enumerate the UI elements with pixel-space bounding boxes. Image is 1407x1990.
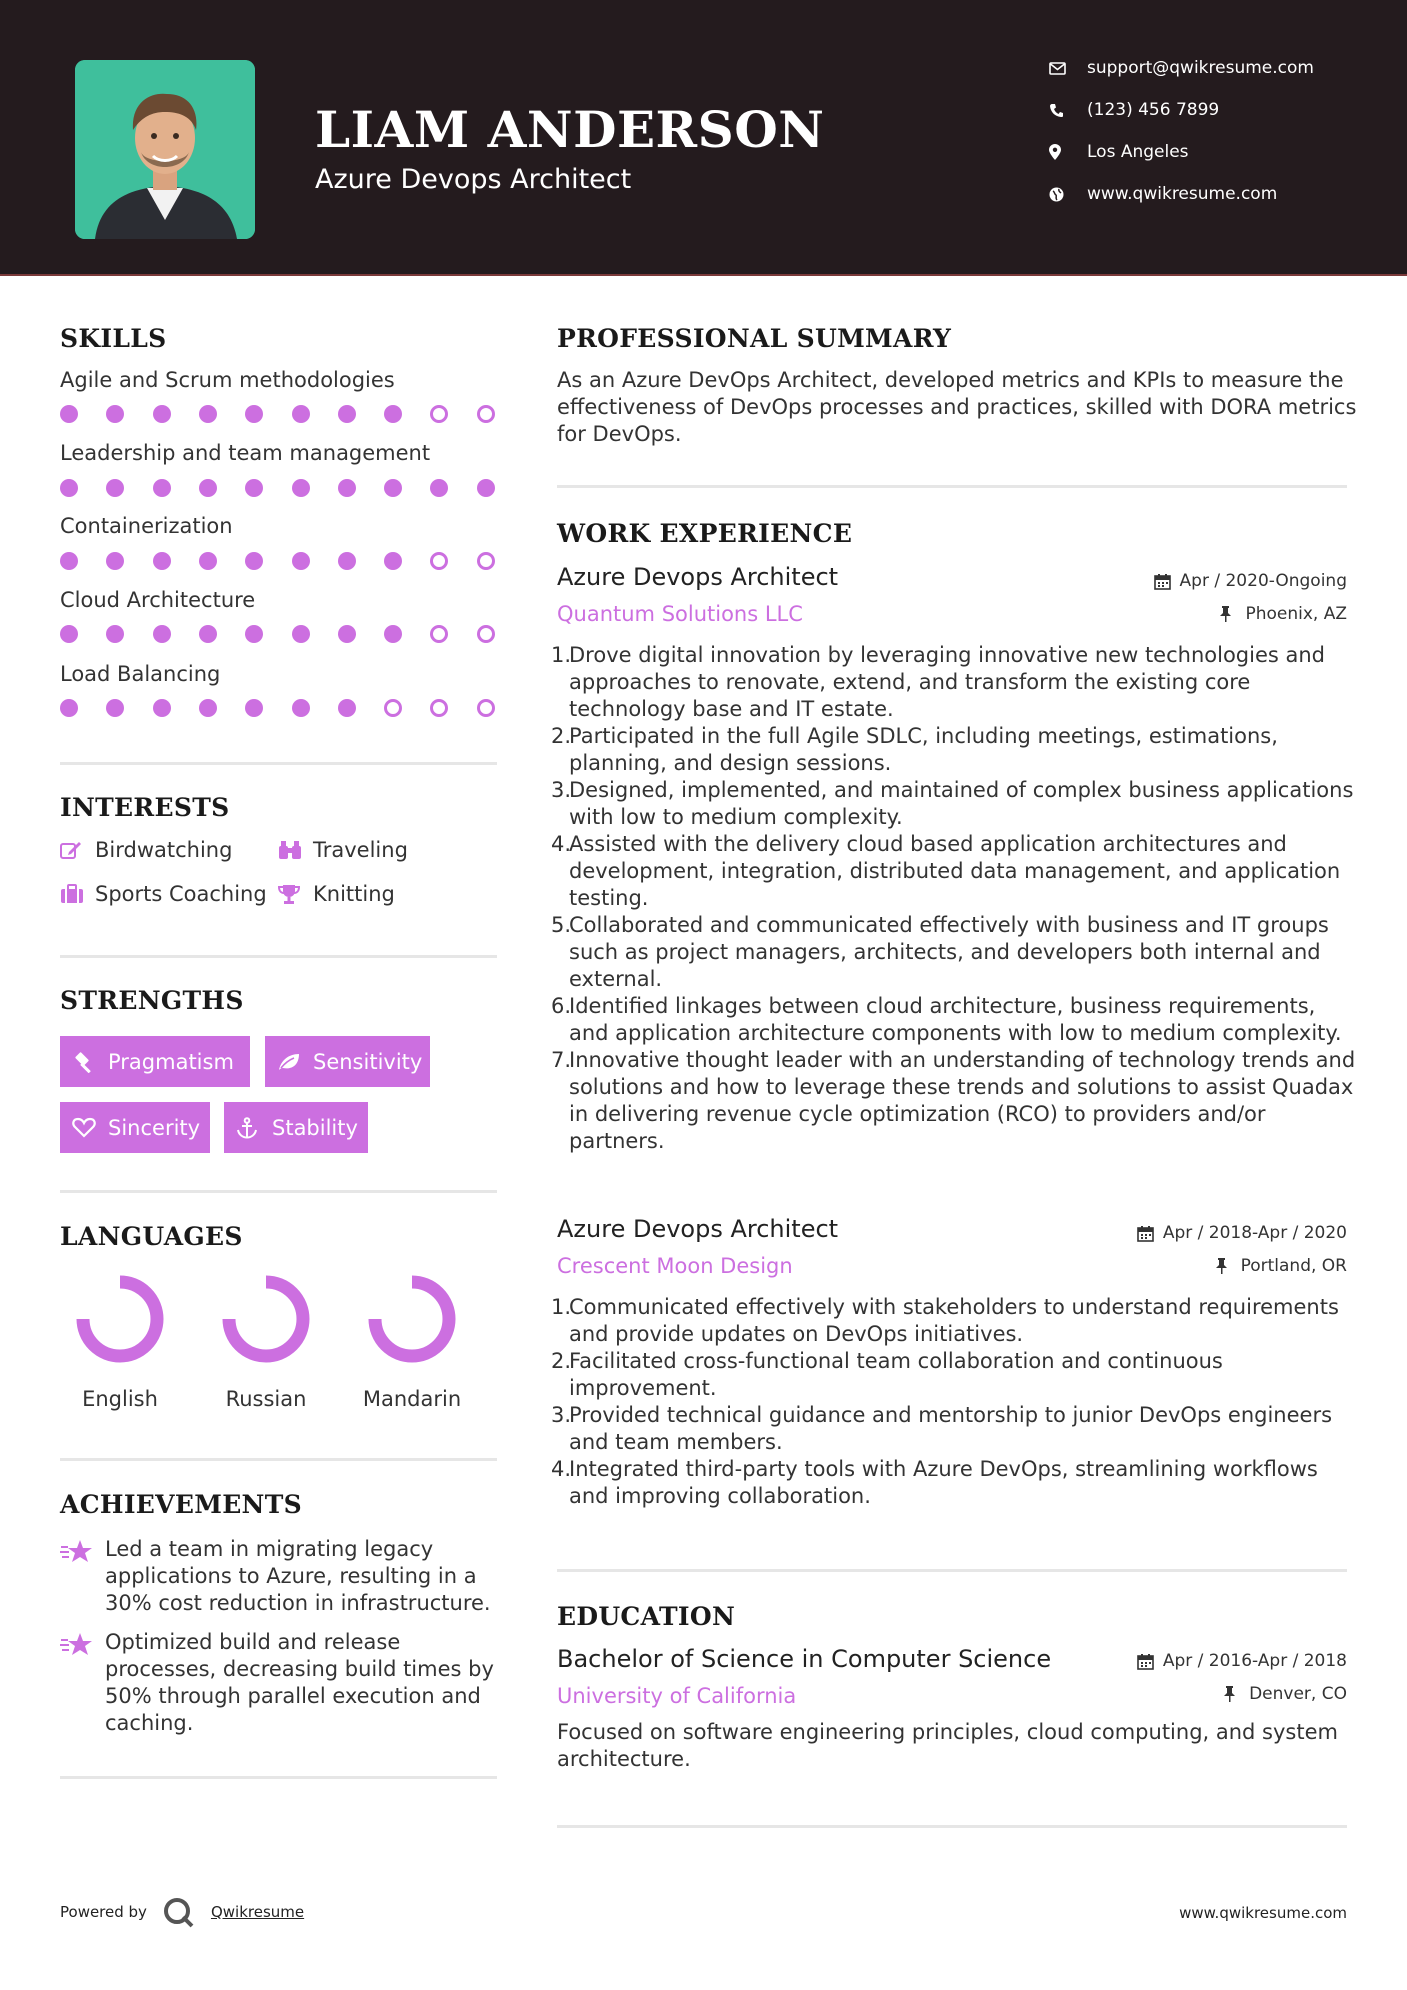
section-divider xyxy=(557,1825,1347,1828)
gavel-icon xyxy=(72,1050,108,1074)
candidate-name: LIAM ANDERSON xyxy=(315,100,825,159)
interest-item: Birdwatching xyxy=(60,838,232,862)
job-bullet xyxy=(551,1456,1357,1510)
skill-name: Cloud Architecture xyxy=(60,588,256,612)
job-bullet xyxy=(551,723,1357,777)
section-divider xyxy=(557,1569,1347,1572)
skill-dot-empty xyxy=(430,625,448,643)
skill-rating xyxy=(60,479,500,499)
skill-dot-filled xyxy=(153,479,171,497)
strength-tag: Sincerity xyxy=(60,1102,210,1153)
qwikresume-logo-icon xyxy=(161,1896,197,1928)
location-pin-icon xyxy=(1049,142,1087,162)
bullet-number: 5. xyxy=(551,913,572,937)
job-role: Azure Devops Architect xyxy=(557,563,839,591)
anchor-icon xyxy=(236,1116,272,1140)
skill-dot-filled xyxy=(245,552,263,570)
section-divider xyxy=(60,955,497,958)
language-label: Russian xyxy=(225,1387,307,1411)
skill-dot-empty xyxy=(430,405,448,423)
job-dates: Apr / 2020-Ongoing xyxy=(1154,571,1347,591)
interest-item: Traveling xyxy=(278,838,408,862)
skill-dot-filled xyxy=(245,405,263,423)
skill-dot-filled xyxy=(106,625,124,643)
trophy-icon xyxy=(278,882,313,906)
footer-powered-by: Powered by Qwikresume xyxy=(60,1896,304,1928)
bullet-text: Provided technical guidance and mentorship to junior DevOps engineers and team members. xyxy=(569,1403,1333,1454)
candidate-title: Azure Devops Architect xyxy=(315,164,632,195)
skill-dot-filled xyxy=(245,699,263,717)
strength-tag: Pragmatism xyxy=(60,1036,250,1087)
skill-dot-empty xyxy=(477,625,495,643)
skill-dot-filled xyxy=(153,552,171,570)
job-bullet xyxy=(551,831,1357,912)
language-level-arc xyxy=(375,1282,449,1356)
education-description: Focused on software engineering principles, cloud computing, and system architecture. xyxy=(557,1720,1338,1771)
bullet-text: Identified linkages between cloud architecture, business requirements, and application architecture components with low to medium complexity. xyxy=(569,994,1342,1045)
skill-dot-filled xyxy=(245,625,263,643)
job-bullets xyxy=(551,642,1357,1155)
skill-dot-filled xyxy=(106,479,124,497)
bullet-text: Integrated third-party tools with Azure DevOps, streamlining workflows and improving collaboration. xyxy=(569,1457,1318,1508)
bullet-text: Assisted with the delivery cloud based application architectures and development, integration, distributed data management, and application testing. xyxy=(569,832,1341,910)
job-bullet xyxy=(551,1348,1357,1402)
skill-dot-empty xyxy=(477,552,495,570)
skill-dot-filled xyxy=(153,699,171,717)
language-gauge xyxy=(50,1272,190,1371)
pushpin-icon xyxy=(1223,1684,1249,1704)
skill-dot-filled xyxy=(338,552,356,570)
skill-dot-filled xyxy=(477,479,495,497)
job-bullet xyxy=(551,993,1357,1047)
skill-rating xyxy=(60,405,500,425)
skill-dot-filled xyxy=(199,625,217,643)
skill-dot-filled xyxy=(384,552,402,570)
skill-dot-filled xyxy=(60,552,78,570)
strengths-heading: STRENGTHS xyxy=(60,986,244,1015)
skill-rating xyxy=(60,625,500,645)
edit-icon xyxy=(60,838,95,862)
skill-dot-filled xyxy=(292,625,310,643)
education-school[interactable]: University of California xyxy=(557,1684,797,1708)
skill-dot-filled xyxy=(60,405,78,423)
interest-item: Sports Coaching xyxy=(60,882,267,906)
language-label: English xyxy=(82,1387,158,1411)
skill-dot-filled xyxy=(199,699,217,717)
skill-dot-filled xyxy=(199,405,217,423)
binoculars-icon xyxy=(278,838,313,862)
skill-dot-empty xyxy=(430,699,448,717)
bullet-number: 4. xyxy=(551,1457,572,1481)
bullet-text: Innovative thought leader with an understanding of technology trends and solutions and how to leverage these trends and solutions to assist Quadax in delivering revenue cycle optimization (RCO) to providers and/or partners. xyxy=(569,1048,1356,1153)
envelope-icon xyxy=(1049,58,1087,78)
job-bullet xyxy=(551,642,1357,723)
achievements-heading: ACHIEVEMENTS xyxy=(60,1490,302,1519)
section-divider xyxy=(60,762,497,765)
achievement-item: Optimized build and release processes, decreasing build times by 50% through parallel execution and caching. xyxy=(60,1629,500,1737)
experience-heading: WORK EXPERIENCE xyxy=(557,519,853,548)
skill-dot-filled xyxy=(199,479,217,497)
job-bullet xyxy=(551,777,1357,831)
education-degree: Bachelor of Science in Computer Science xyxy=(557,1645,1052,1673)
bullet-number: 3. xyxy=(551,1403,572,1427)
skill-dot-filled xyxy=(153,625,171,643)
skill-name: Agile and Scrum methodologies xyxy=(60,368,395,392)
bullet-number: 7. xyxy=(551,1048,572,1072)
skill-dot-filled xyxy=(292,405,310,423)
job-location: Portland, OR xyxy=(1215,1256,1347,1276)
skill-dot-filled xyxy=(292,552,310,570)
bullet-text: Collaborated and communicated effectively with business and IT groups such as project managers, architects, and developers both internal and external. xyxy=(569,913,1329,991)
bullet-number: 2. xyxy=(551,1349,572,1373)
skill-rating xyxy=(60,552,500,572)
contact-website[interactable]: www.qwikresume.com xyxy=(1049,184,1349,204)
skill-dot-empty xyxy=(430,552,448,570)
star-icon xyxy=(60,1629,105,1737)
suitcase-icon xyxy=(60,882,95,906)
bullet-number: 1. xyxy=(551,1295,572,1319)
skills-heading: SKILLS xyxy=(60,324,167,353)
job-bullet xyxy=(551,1402,1357,1456)
section-divider xyxy=(60,1190,497,1193)
skill-dot-filled xyxy=(338,625,356,643)
summary-text: As an Azure DevOps Architect, developed metrics and KPIs to measure the effectiveness of DevOps processes and practices, skilled with DORA metrics for DevOps. xyxy=(557,368,1357,446)
job-bullet xyxy=(551,1047,1357,1155)
education-location: Denver, CO xyxy=(1223,1684,1347,1704)
skill-name: Load Balancing xyxy=(60,662,221,686)
interests-heading: INTERESTS xyxy=(60,793,230,822)
strength-tag: Sensitivity xyxy=(265,1036,430,1087)
skill-dot-filled xyxy=(60,699,78,717)
language-level-arc xyxy=(229,1282,303,1356)
phone-icon xyxy=(1049,100,1087,120)
education-dates: Apr / 2016-Apr / 2018 xyxy=(1137,1651,1347,1671)
contact-location: Los Angeles xyxy=(1049,142,1349,162)
job-company[interactable]: Crescent Moon Design xyxy=(557,1254,793,1278)
footer-brand-link[interactable]: Qwikresume xyxy=(210,1903,305,1921)
job-dates: Apr / 2018-Apr / 2020 xyxy=(1137,1223,1347,1243)
language-gauge xyxy=(196,1272,336,1371)
summary-heading: PROFESSIONAL SUMMARY xyxy=(557,324,952,353)
skill-dot-filled xyxy=(384,625,402,643)
skill-dot-filled xyxy=(384,405,402,423)
bullet-number: 3. xyxy=(551,778,572,802)
job-company[interactable]: Quantum Solutions LLC xyxy=(557,602,803,626)
languages-heading: LANGUAGES xyxy=(60,1222,243,1251)
language-label: Mandarin xyxy=(362,1387,462,1411)
job-role: Azure Devops Architect xyxy=(557,1215,839,1243)
achievement-item: Led a team in migrating legacy applications to Azure, resulting in a 30% cost reduction in infrastructure. xyxy=(60,1536,500,1617)
skill-dot-filled xyxy=(106,405,124,423)
skill-name: Containerization xyxy=(60,514,233,538)
contact-phone[interactable]: (123) 456 7899 xyxy=(1049,100,1349,120)
skill-dot-filled xyxy=(384,479,402,497)
language-gauge xyxy=(342,1272,482,1371)
skill-dot-filled xyxy=(60,479,78,497)
skill-dot-filled xyxy=(338,405,356,423)
skill-dot-filled xyxy=(153,405,171,423)
contact-email[interactable]: support@qwikresume.com xyxy=(1049,58,1349,78)
bullet-number: 1. xyxy=(551,643,572,667)
skill-dot-filled xyxy=(199,552,217,570)
skill-dot-filled xyxy=(245,479,263,497)
header-accent-line xyxy=(0,274,1407,276)
skill-dot-empty xyxy=(384,699,402,717)
skill-rating xyxy=(60,699,500,719)
strength-tag: Stability xyxy=(224,1102,368,1153)
section-divider xyxy=(557,485,1347,488)
globe-icon xyxy=(1049,184,1087,204)
section-divider xyxy=(60,1776,497,1779)
bullet-number: 2. xyxy=(551,724,572,748)
calendar-icon xyxy=(1137,1223,1163,1243)
skill-dot-filled xyxy=(338,699,356,717)
calendar-icon xyxy=(1137,1651,1163,1671)
skill-dot-filled xyxy=(106,699,124,717)
leaf-icon xyxy=(277,1050,313,1074)
skill-dot-empty xyxy=(477,405,495,423)
bullet-text: Facilitated cross-functional team collaboration and continuous improvement. xyxy=(569,1349,1223,1400)
footer-url[interactable]: www.qwikresume.com xyxy=(1179,1904,1347,1922)
skill-name: Leadership and team management xyxy=(60,441,431,465)
bullet-text: Drove digital innovation by leveraging innovative new technologies and approaches to renovate, extend, and transform the existing core technology base and IT estate. xyxy=(569,643,1325,721)
section-divider xyxy=(60,1458,497,1461)
pushpin-icon xyxy=(1219,604,1245,624)
bullet-number: 6. xyxy=(551,994,572,1018)
skill-dot-filled xyxy=(292,479,310,497)
heart-icon xyxy=(72,1116,108,1140)
skill-dot-filled xyxy=(338,479,356,497)
language-level-arc xyxy=(83,1282,157,1356)
bullet-text: Communicated effectively with stakeholders to understand requirements and provide updates on DevOps initiatives. xyxy=(569,1295,1339,1346)
job-bullet xyxy=(551,912,1357,993)
bullet-text: Designed, implemented, and maintained of complex business applications with low to medium complexity. xyxy=(569,778,1354,829)
pushpin-icon xyxy=(1215,1256,1241,1276)
bullet-number: 4. xyxy=(551,832,572,856)
calendar-icon xyxy=(1154,571,1180,591)
job-location: Phoenix, AZ xyxy=(1219,604,1347,624)
bullet-text: Participated in the full Agile SDLC, including meetings, estimations, planning, and design sessions. xyxy=(569,724,1278,775)
job-bullet xyxy=(551,1294,1357,1348)
skill-dot-filled xyxy=(430,479,448,497)
skill-dot-empty xyxy=(477,699,495,717)
education-heading: EDUCATION xyxy=(557,1602,736,1631)
interest-item: Knitting xyxy=(278,882,395,906)
job-bullets xyxy=(551,1294,1357,1510)
star-icon xyxy=(60,1536,105,1617)
profile-photo xyxy=(75,60,255,239)
skill-dot-filled xyxy=(292,699,310,717)
skill-dot-filled xyxy=(106,552,124,570)
skill-dot-filled xyxy=(60,625,78,643)
